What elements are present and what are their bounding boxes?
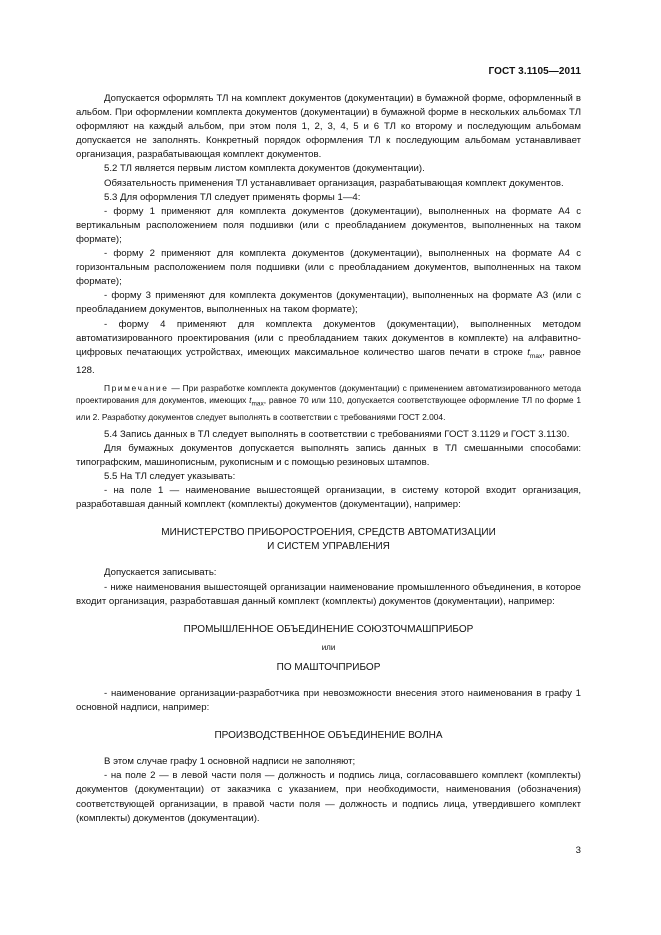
or-separator: или [321,642,336,652]
list-item: - форму 2 применяют для комплекта документов (документации), выполненных на формате А4 с горизонтальным расположением поля подшивки (или с преобладанием документов, выполненных на таком формате); [76,248,581,288]
list-item: - на поле 2 — в левой части поля — должность и подпись лица, согласовавшего комплект (комплекты) документов (документации) от заказчика с указанием, при необходимости, наименования (обозначения) соответствующей организации, в правой части поля — должность и подпись лица, утвердившего комплект (комплекты) документов (документации). [76,770,581,824]
example-organization [76,526,581,554]
paragraph: Обязательность применения ТЛ устанавливает организация, разрабатывающая комплект документов. [104,177,564,189]
paragraph: 5.5 На ТЛ следует указывать: [104,470,236,482]
page-number: 3 [575,845,581,856]
note [76,382,581,424]
list-item: - ниже наименования вышестоящей организации наименование промышленного объединения, в которое входит организация, разработавшая данный комплект (комплекты) документов (документации), например: [76,581,581,607]
text-run: , равное 128. [76,346,581,376]
list-item: - наименование организации-разработчика при невозможности внесения этого наименования в графу 1 основной надписи, например: [76,687,581,714]
example-organization: ПРОИЗВОДСТВЕННОЕ ОБЪЕДИНЕНИЕ ВОЛНА [214,730,443,742]
paragraph: 5.2 ТЛ является первым листом комплекта документов (документации). [104,163,425,175]
paragraph: 5.3 Для оформления ТЛ следует применять формы 1—4: [104,191,361,203]
document-body [76,92,581,826]
list-item: - форму 1 применяют для комплекта документов (документации), выполненных на формате А4 с вертикальным расположением поля подшивки (или с преобладанием документов, выполненных на таком формате); [76,205,581,245]
example-line: МИНИСТЕРСТВО ПРИБОРОСТРОЕНИЯ, СРЕДСТВ АВТОМАТИЗАЦИИ [161,527,496,539]
note-label: Примечание [104,382,169,393]
document-header: ГОСТ 3.1105—2011 [488,66,581,77]
text-run: - форму 4 применяют для комплекта документов (документации), выполненных методом автоматизированного проектирования (или с преобладанием таких документов в комплекте) на алфавитно-цифровых печатающих устройствах, имеющих максимальное количество шагов печати в строке [76,318,581,358]
subscript: max [251,400,264,408]
symbol: t [249,395,252,406]
paragraph: Допускается оформлять ТЛ на комплект документов (документации) в бумажной форме, оформленный в альбом. При оформлении комплекта документов (документации) в бумажной форме в нескольких альбомах ТЛ оформляют на каждый альбом, при этом поля 1, 2, 3, 4, 5 и 6 ТЛ ко второму и последующим альбомам допускается не заполнять. Конкретный порядок оформления ТЛ к последующим альбомам устанавливает организация, разрабатывающая комплект документов. [76,93,581,161]
paragraph: 5.4 Запись данных в ТЛ следует выполнять в соответствии с требованиями ГОСТ 3.1129 и ГОСТ 3.1130. [104,428,570,440]
example-organization: ПО МАШТОЧПРИБОР [276,661,381,673]
example-line: И СИСТЕМ УПРАВЛЕНИЯ [267,541,390,553]
text-run: — При разработке комплекта документов (документации) с применением автоматизированного метода проектирования для документов, имеющих [76,382,581,406]
list-item [76,318,581,378]
paragraph: Допускается записывать: [104,567,217,579]
symbol: t [527,346,530,358]
paragraph: Для бумажных документов допускается выполнять запись данных в ТЛ смешанными способами: типографским, машинописным, рукописным и с помощью резиновых штампов. [76,442,581,468]
paragraph: В этом случае графу 1 основной надписи не заполняют; [104,756,356,768]
list-item: - форму 3 применяют для комплекта документов (документации), выполненных на формате А3 (или с преобладанием документов, выполненных на таком формате); [76,290,581,316]
text-run: , равное 70 или 110, допускается соответствующее оформление ТЛ по форме 1 или 2. Разработку документов следует выполнять в соответствии с требованиями ГОСТ 2.004. [76,395,581,423]
example-organization: ПРОМЫШЛЕННОЕ ОБЪЕДИНЕНИЕ СОЮЗТОЧМАШПРИБОР [183,623,474,635]
subscript: max [529,352,543,360]
list-item: - на поле 1 — наименование вышестоящей организации, в систему которой входит организация, разработавшая данный комплект (комплекты) документов (документации), например: [76,485,581,511]
